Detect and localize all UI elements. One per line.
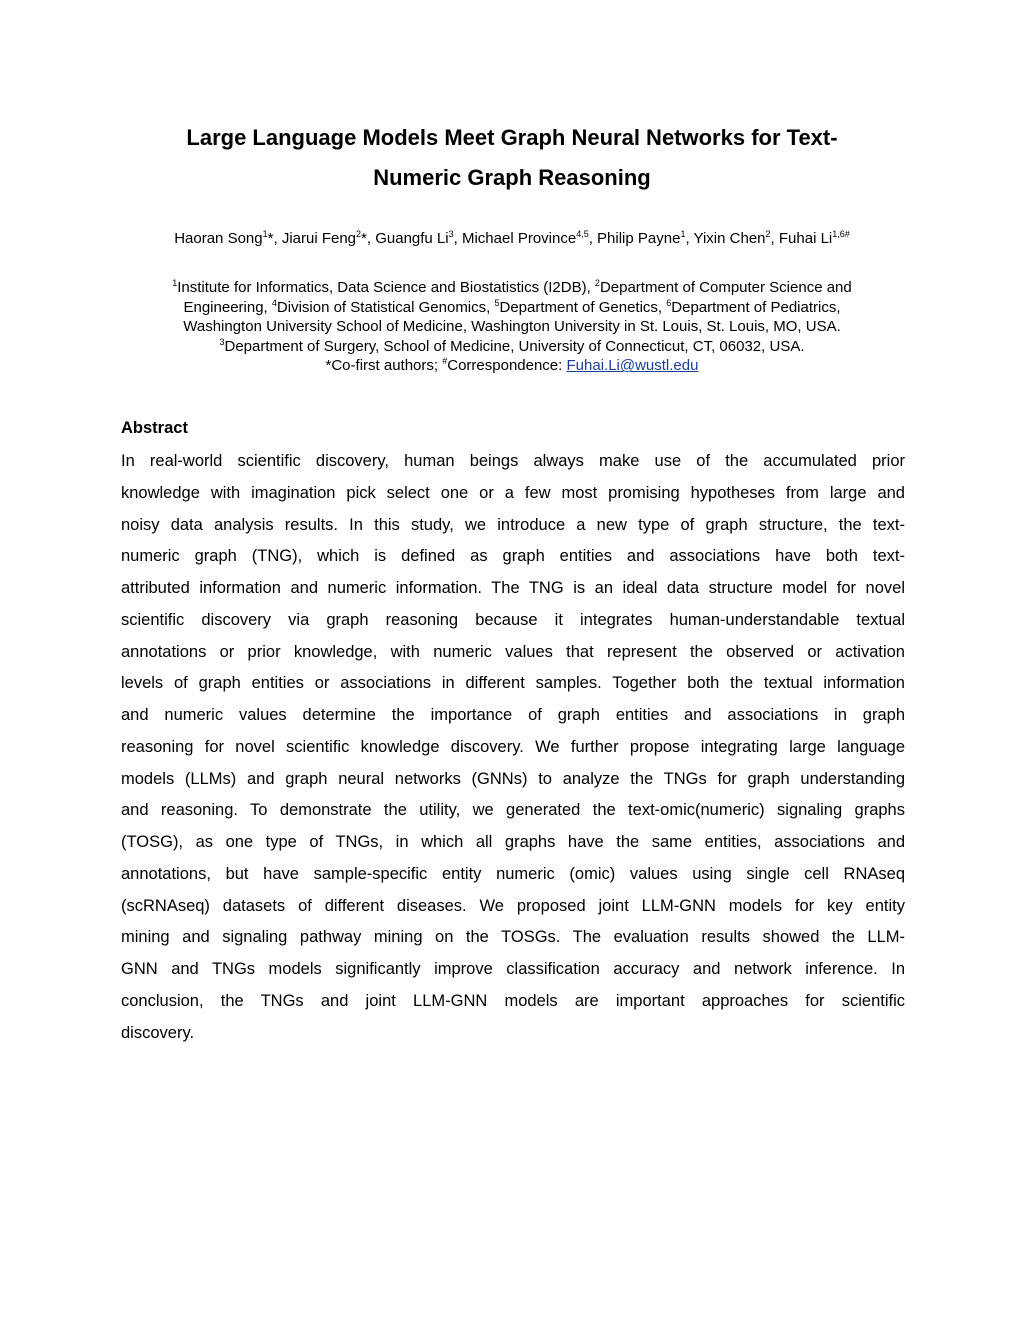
correspondence-line: *Co-first authors; #Correspondence: Fuhai.Li@wustl.edu [325,356,699,375]
abstract-line: mining and signaling pathway mining on the TOSGs. The evaluation results showed the LLM- [121,928,905,947]
abstract-line: numeric graph (TNG), which is defined as graph entities and associations have both text- [121,547,905,566]
abstract-line: GNN and TNGs models significantly improve classification accuracy and network inference. In [121,960,905,978]
abstract-line: (TOSG), as one type of TNGs, in which all graphs have the same entities, associations and [121,833,905,851]
abstract-line: (scRNAseq) datasets of different diseases. We proposed joint LLM-GNN models for key entity [121,896,905,915]
abstract-line: annotations, but have sample-specific entity numeric (omic) values using single cell RNAseq [121,864,905,883]
author: Yixin Chen$^2$, [693,229,779,247]
abstract-line: annotations or prior knowledge, with numeric values that represent the observed or activation [121,642,905,661]
affiliation-line: Washington University School of Medicine, Washington University in St. Louis, St. Louis, MO, USA. [183,318,841,336]
abstract-line: discovery. [121,1023,195,1042]
author: Philip Payne$^1$, [597,229,694,247]
abstract-line: noisy data analysis results. In this study, we introduce a new type of graph structure, the text- [121,515,905,534]
author-list [60,229,964,249]
author: Michael Province$^{4,5}$, [461,229,598,247]
title-line-1: Large Language Models Meet Graph Neural Networks for Text- [186,125,838,150]
abstract-line: and reasoning. To demonstrate the utility, we generated the text-omic(numeric) signaling graphs [121,801,905,820]
abstract-line: conclusion, the TNGs and joint LLM-GNN models are important approaches for scientific [121,991,905,1010]
abstract-line: and numeric values determine the importance of graph entities and associations in graph [121,706,905,724]
author: Haoran Song$^1$*, [174,229,282,247]
affiliations [90,278,934,376]
abstract-body [121,446,905,1049]
abstract-line: levels of graph entities or associations in different samples. Together both the textual information [121,674,905,693]
abstract-line: In real-world scientific discovery, human beings always make use of the accumulated prior [121,452,905,470]
author: Fuhai $Li^{1,6\#}$ [778,229,850,247]
abstract-heading: Abstract [121,419,188,437]
correspondence-email-link[interactable]: Fuhai.Li@wustl.edu [566,357,699,375]
author: Guangfu Li$^3$, [375,229,462,247]
affiliation-line: $^1$Institute for Informatics, Data Science and Biostatistics (I2DB), $^2$Department of Computer Science and [172,278,852,296]
paper-title [120,118,904,198]
abstract-line: attributed information and numeric information. The TNG is an ideal data structure model for novel [121,579,905,597]
abstract-line: reasoning for novel scientific knowledge discovery. We further propose integrating large language [121,737,905,756]
abstract-line: knowledge with imagination pick select one or a few most promising hypotheses from large and [121,483,905,502]
abstract-line: models (LLMs) and graph neural networks (GNNs) to analyze the TNGs for graph understanding [121,769,905,788]
author: Jiarui Feng$^2$*, [281,229,376,247]
affiliation-line: Engineering, $^4$Division of Statistical Genomics, $^5$Department of Genetics, $^6$Department of Pediatrics, [183,297,841,316]
abstract-line: scientific discovery via graph reasoning because it integrates human-understandable textual [121,610,905,629]
affiliation-line: $^3$Department of Surgery, School of Medicine, University of Connecticut, CT, 06032, USA. [219,336,805,355]
title-line-2: Numeric Graph Reasoning [373,165,651,190]
